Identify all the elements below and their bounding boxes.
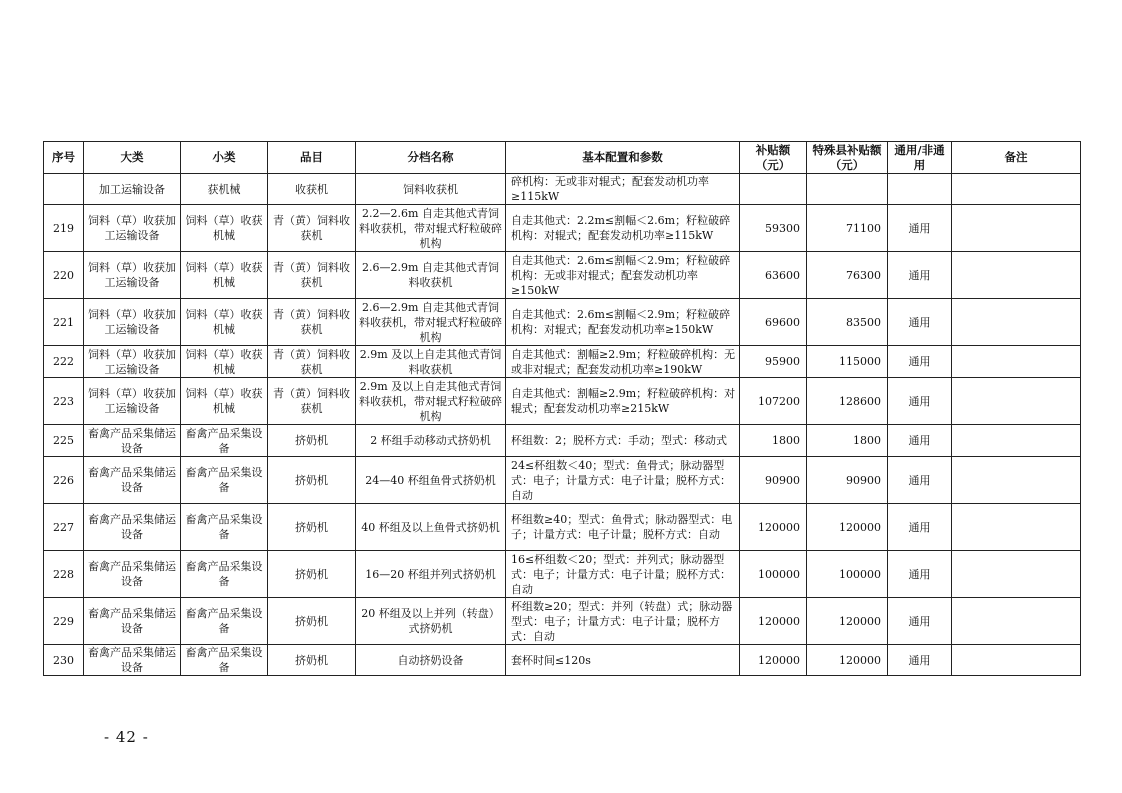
- table-row: [44, 378, 1081, 425]
- table-row: [44, 504, 1081, 551]
- cell-note: [952, 174, 1081, 205]
- header-cell: 品目: [268, 142, 356, 174]
- header-cell: 通用/非通用: [888, 142, 952, 174]
- cell-params: 套杯时间≤120s: [506, 645, 740, 676]
- cell-no: 227: [44, 504, 84, 551]
- cell-general: 通用: [888, 425, 952, 457]
- table-body: [44, 174, 1081, 676]
- cell-note: [952, 551, 1081, 598]
- cell-special: 120000: [807, 598, 888, 645]
- cell-subsidy: 120000: [740, 504, 807, 551]
- cell-no: 230: [44, 645, 84, 676]
- cell-general: 通用: [888, 457, 952, 504]
- cell-cat: 饲料（草）收获加工运输设备: [84, 252, 181, 299]
- cell-note: [952, 346, 1081, 378]
- cell-general: 通用: [888, 645, 952, 676]
- table-row: [44, 174, 1081, 205]
- cell-special: 71100: [807, 205, 888, 252]
- cell-subcat: 畜禽产品采集设备: [181, 504, 268, 551]
- cell-no: 226: [44, 457, 84, 504]
- cell-params: 自走其他式：割幅≥2.9m；籽粒破碎机构：对辊式；配套发动机功率≥215kW: [506, 378, 740, 425]
- cell-subsidy: 90900: [740, 457, 807, 504]
- cell-item: 挤奶机: [268, 457, 356, 504]
- cell-grade: 16—20 杯组并列式挤奶机: [356, 551, 506, 598]
- cell-general: 通用: [888, 551, 952, 598]
- cell-no: [44, 174, 84, 205]
- cell-subcat: 获机械: [181, 174, 268, 205]
- cell-cat: 畜禽产品采集储运设备: [84, 457, 181, 504]
- cell-grade: 2.9m 及以上自走其他式青饲料收获机，带对辊式籽粒破碎机构: [356, 378, 506, 425]
- header-cell: 小类: [181, 142, 268, 174]
- cell-special: 120000: [807, 504, 888, 551]
- cell-cat: 饲料（草）收获加工运输设备: [84, 378, 181, 425]
- cell-cat: 畜禽产品采集储运设备: [84, 645, 181, 676]
- cell-grade: 2 杯组手动移动式挤奶机: [356, 425, 506, 457]
- cell-note: [952, 457, 1081, 504]
- cell-params: 16≤杯组数＜20；型式：并列式；脉动器型式：电子；计量方式：电子计量；脱杯方式：自动: [506, 551, 740, 598]
- header-cell: 特殊县补贴额（元）: [807, 142, 888, 174]
- cell-no: 225: [44, 425, 84, 457]
- cell-params: 杯组数≥20；型式：并列（转盘）式；脉动器型式：电子；计量方式：电子计量；脱杯方式：自动: [506, 598, 740, 645]
- cell-grade: 2.6—2.9m 自走其他式青饲料收获机，带对辊式籽粒破碎机构: [356, 299, 506, 346]
- cell-params: 自走其他式：2.2m≤割幅＜2.6m；籽粒破碎机构：对辊式；配套发动机功率≥115kW: [506, 205, 740, 252]
- cell-item: 收获机: [268, 174, 356, 205]
- cell-grade: 40 杯组及以上鱼骨式挤奶机: [356, 504, 506, 551]
- cell-note: [952, 504, 1081, 551]
- header-cell: 分档名称: [356, 142, 506, 174]
- cell-subcat: 饲料（草）收获机械: [181, 346, 268, 378]
- cell-no: 221: [44, 299, 84, 346]
- cell-params: 自走其他式：2.6m≤割幅＜2.9m；籽粒破碎机构：无或非对辊式；配套发动机功率≥150kW: [506, 252, 740, 299]
- header-cell: 备注: [952, 142, 1081, 174]
- cell-item: 青（黄）饲料收获机: [268, 378, 356, 425]
- table-row: [44, 299, 1081, 346]
- cell-subcat: 畜禽产品采集设备: [181, 457, 268, 504]
- cell-general: 通用: [888, 598, 952, 645]
- cell-subsidy: 120000: [740, 645, 807, 676]
- cell-note: [952, 425, 1081, 457]
- cell-no: 220: [44, 252, 84, 299]
- cell-general: 通用: [888, 346, 952, 378]
- cell-item: 挤奶机: [268, 425, 356, 457]
- page-number: - 42 -: [104, 728, 149, 746]
- cell-item: 青（黄）饲料收获机: [268, 299, 356, 346]
- cell-item: 青（黄）饲料收获机: [268, 252, 356, 299]
- cell-cat: 饲料（草）收获加工运输设备: [84, 346, 181, 378]
- cell-special: 128600: [807, 378, 888, 425]
- cell-general: 通用: [888, 299, 952, 346]
- cell-grade: 自动挤奶设备: [356, 645, 506, 676]
- cell-note: [952, 378, 1081, 425]
- table-row: [44, 598, 1081, 645]
- table-row: [44, 551, 1081, 598]
- cell-subsidy: 63600: [740, 252, 807, 299]
- cell-general: 通用: [888, 378, 952, 425]
- cell-params: 杯组数：2；脱杯方式：手动；型式：移动式: [506, 425, 740, 457]
- cell-item: 挤奶机: [268, 598, 356, 645]
- cell-item: 挤奶机: [268, 551, 356, 598]
- cell-subcat: 饲料（草）收获机械: [181, 299, 268, 346]
- cell-special: 1800: [807, 425, 888, 457]
- cell-note: [952, 598, 1081, 645]
- cell-cat: 畜禽产品采集储运设备: [84, 425, 181, 457]
- cell-special: 115000: [807, 346, 888, 378]
- table-row: [44, 252, 1081, 299]
- cell-item: 青（黄）饲料收获机: [268, 346, 356, 378]
- cell-no: 219: [44, 205, 84, 252]
- cell-subsidy: 69600: [740, 299, 807, 346]
- cell-item: 青（黄）饲料收获机: [268, 205, 356, 252]
- cell-params: 碎机构：无或非对辊式；配套发动机功率≥115kW: [506, 174, 740, 205]
- cell-cat: 加工运输设备: [84, 174, 181, 205]
- cell-subcat: 畜禽产品采集设备: [181, 425, 268, 457]
- cell-special: 100000: [807, 551, 888, 598]
- cell-note: [952, 205, 1081, 252]
- cell-params: 自走其他式：割幅≥2.9m；籽粒破碎机构：无或非对辊式；配套发动机功率≥190kW: [506, 346, 740, 378]
- cell-grade: 2.6—2.9m 自走其他式青饲料收获机: [356, 252, 506, 299]
- cell-cat: 畜禽产品采集储运设备: [84, 504, 181, 551]
- cell-subsidy: 1800: [740, 425, 807, 457]
- header-cell: 大类: [84, 142, 181, 174]
- cell-no: 223: [44, 378, 84, 425]
- table-row: [44, 645, 1081, 676]
- table-row: [44, 457, 1081, 504]
- cell-special: 83500: [807, 299, 888, 346]
- cell-subsidy: 95900: [740, 346, 807, 378]
- cell-general: 通用: [888, 205, 952, 252]
- cell-special: 90900: [807, 457, 888, 504]
- cell-subsidy: [740, 174, 807, 205]
- cell-no: 222: [44, 346, 84, 378]
- header-cell: 基本配置和参数: [506, 142, 740, 174]
- cell-subsidy: 100000: [740, 551, 807, 598]
- table-row: [44, 346, 1081, 378]
- cell-params: 杯组数≥40；型式：鱼骨式；脉动器型式：电子；计量方式：电子计量；脱杯方式：自动: [506, 504, 740, 551]
- subsidy-table: [43, 141, 1081, 676]
- cell-subcat: 畜禽产品采集设备: [181, 645, 268, 676]
- cell-subsidy: 120000: [740, 598, 807, 645]
- cell-subcat: 饲料（草）收获机械: [181, 205, 268, 252]
- cell-general: 通用: [888, 252, 952, 299]
- header-cell: 补贴额（元）: [740, 142, 807, 174]
- header-row: [44, 142, 1081, 174]
- cell-note: [952, 252, 1081, 299]
- header-cell: 序号: [44, 142, 84, 174]
- cell-special: 76300: [807, 252, 888, 299]
- cell-grade: 2.2—2.6m 自走其他式青饲料收获机，带对辊式籽粒破碎机构: [356, 205, 506, 252]
- cell-subsidy: 107200: [740, 378, 807, 425]
- cell-special: [807, 174, 888, 205]
- table-row: [44, 205, 1081, 252]
- cell-item: 挤奶机: [268, 645, 356, 676]
- cell-general: 通用: [888, 504, 952, 551]
- cell-grade: 20 杯组及以上并列（转盘）式挤奶机: [356, 598, 506, 645]
- cell-params: 自走其他式：2.6m≤割幅＜2.9m；籽粒破碎机构：对辊式；配套发动机功率≥150kW: [506, 299, 740, 346]
- cell-subsidy: 59300: [740, 205, 807, 252]
- cell-no: 228: [44, 551, 84, 598]
- cell-subcat: 饲料（草）收获机械: [181, 378, 268, 425]
- cell-cat: 畜禽产品采集储运设备: [84, 551, 181, 598]
- cell-general: [888, 174, 952, 205]
- cell-grade: 2.9m 及以上自走其他式青饲料收获机: [356, 346, 506, 378]
- cell-grade: 饲料收获机: [356, 174, 506, 205]
- cell-cat: 饲料（草）收获加工运输设备: [84, 205, 181, 252]
- cell-cat: 饲料（草）收获加工运输设备: [84, 299, 181, 346]
- cell-subcat: 畜禽产品采集设备: [181, 551, 268, 598]
- cell-params: 24≤杯组数＜40；型式：鱼骨式；脉动器型式：电子；计量方式：电子计量；脱杯方式：自动: [506, 457, 740, 504]
- cell-special: 120000: [807, 645, 888, 676]
- cell-item: 挤奶机: [268, 504, 356, 551]
- cell-note: [952, 645, 1081, 676]
- cell-cat: 畜禽产品采集储运设备: [84, 598, 181, 645]
- cell-note: [952, 299, 1081, 346]
- cell-no: 229: [44, 598, 84, 645]
- cell-grade: 24—40 杯组鱼骨式挤奶机: [356, 457, 506, 504]
- table-row: [44, 425, 1081, 457]
- cell-subcat: 饲料（草）收获机械: [181, 252, 268, 299]
- cell-subcat: 畜禽产品采集设备: [181, 598, 268, 645]
